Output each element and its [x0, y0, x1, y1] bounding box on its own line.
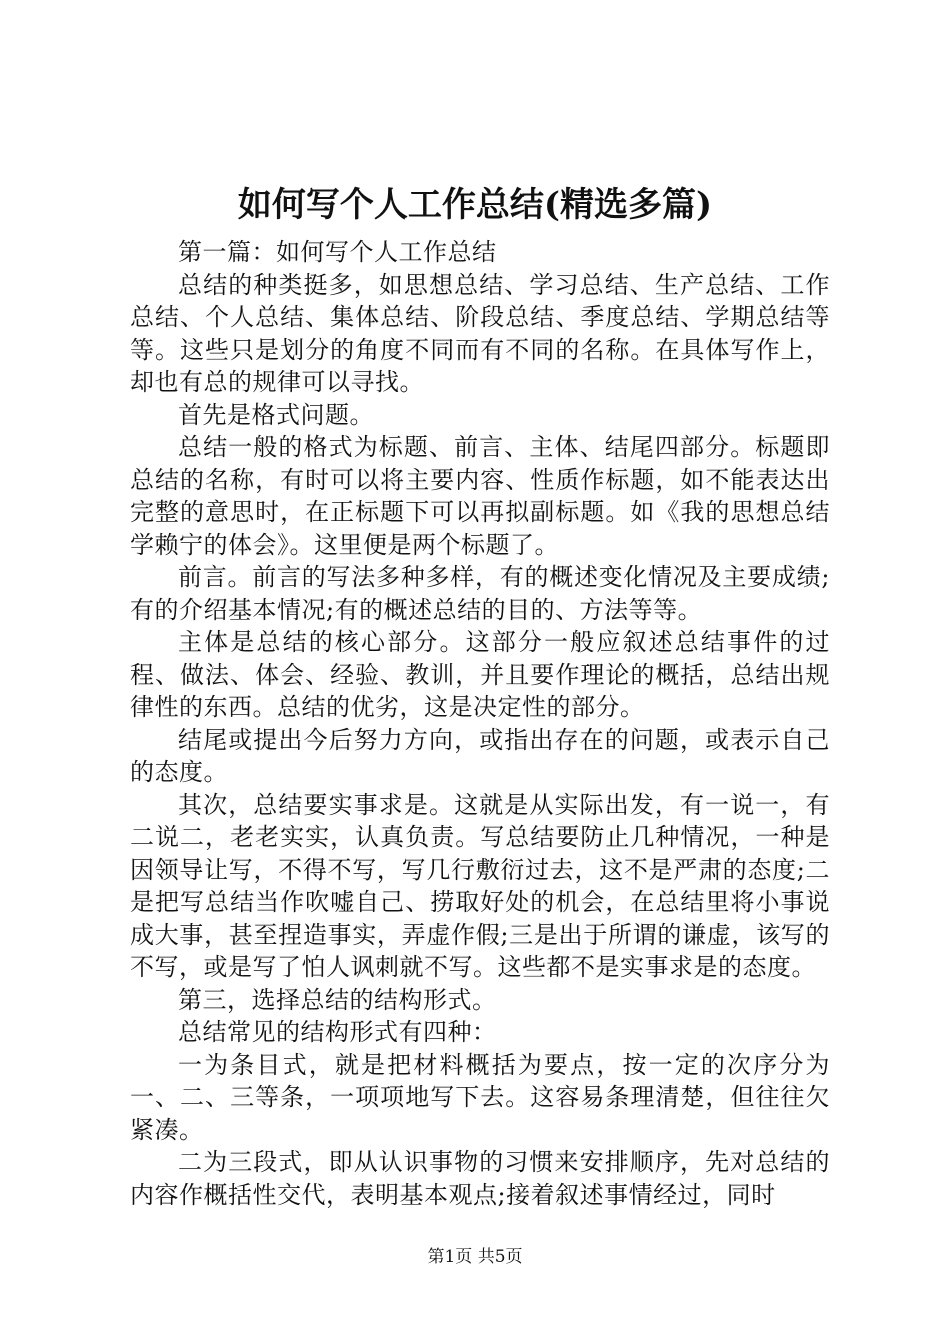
paragraph: 总结的种类挺多，如思想总结、学习总结、生产总结、工作总结、个人总结、集体总结、阶段总结、季度总结、学期总结等等。这些只是划分的角度不同而有不同的名称。在具体写作上，却也有总的规律可以寻找。: [130, 270, 830, 396]
paragraph: 二为三段式，即从认识事物的习惯来安排顺序，先对总结的内容作概括性交代，表明基本观点;接着叙述事情经过，同时: [130, 1148, 830, 1209]
paragraph: 主体是总结的核心部分。这部分一般应叙述总结事件的过程、做法、体会、经验、教训，并且要作理论的概括，总结出规律性的东西。总结的优劣，这是决定性的部分。: [130, 628, 830, 721]
paragraph: 首先是格式问题。: [178, 400, 374, 429]
document-title: 如何写个人工作总结(精选多篇): [237, 185, 713, 225]
paragraph: 前言。前言的写法多种多样，有的概述变化情况及主要成绩;有的介绍基本情况;有的概述总结的目的、方法等等。: [130, 563, 830, 624]
paragraph: 结尾或提出今后努力方向，或指出存在的问题，或表示自己的态度。: [130, 725, 830, 786]
paragraph: 第一篇：如何写个人工作总结: [178, 238, 497, 266]
document-body: [130, 236, 830, 1211]
paragraph: 总结一般的格式为标题、前言、主体、结尾四部分。标题即总结的名称，有时可以将主要内容、性质作标题，如不能表达出完整的意思时，在正标题下可以再拟副标题。如《我的思想总结学赖宁的体会》。这里便是两个标题了。: [130, 433, 830, 559]
paragraph: 第三，选择总结的结构形式。: [178, 985, 497, 1014]
page-number-footer: 第1页 共5页: [427, 1247, 523, 1267]
paragraph: 总结常见的结构形式有四种：: [178, 1018, 497, 1046]
paragraph: 其次，总结要实事求是。这就是从实际出发，有一说一，有二说二，老老实实，认真负责。写总结要防止几种情况，一种是因领导让写，不得不写，写几行敷衍过去，这不是严肃的态度;二是把写总结当作吹嘘自己、捞取好处的机会，在总结里将小事说成大事，甚至捏造事实，弄虚作假;三是出于所谓的谦虚，该写的不写，或是写了怕人讽刺就不写。这些都不是实事求是的态度。: [130, 790, 830, 981]
paragraph: 一为条目式，就是把材料概括为要点，按一定的次序分为一、二、三等条，一项项地写下去。这容易条理清楚，但往往欠紧凑。: [130, 1050, 830, 1144]
